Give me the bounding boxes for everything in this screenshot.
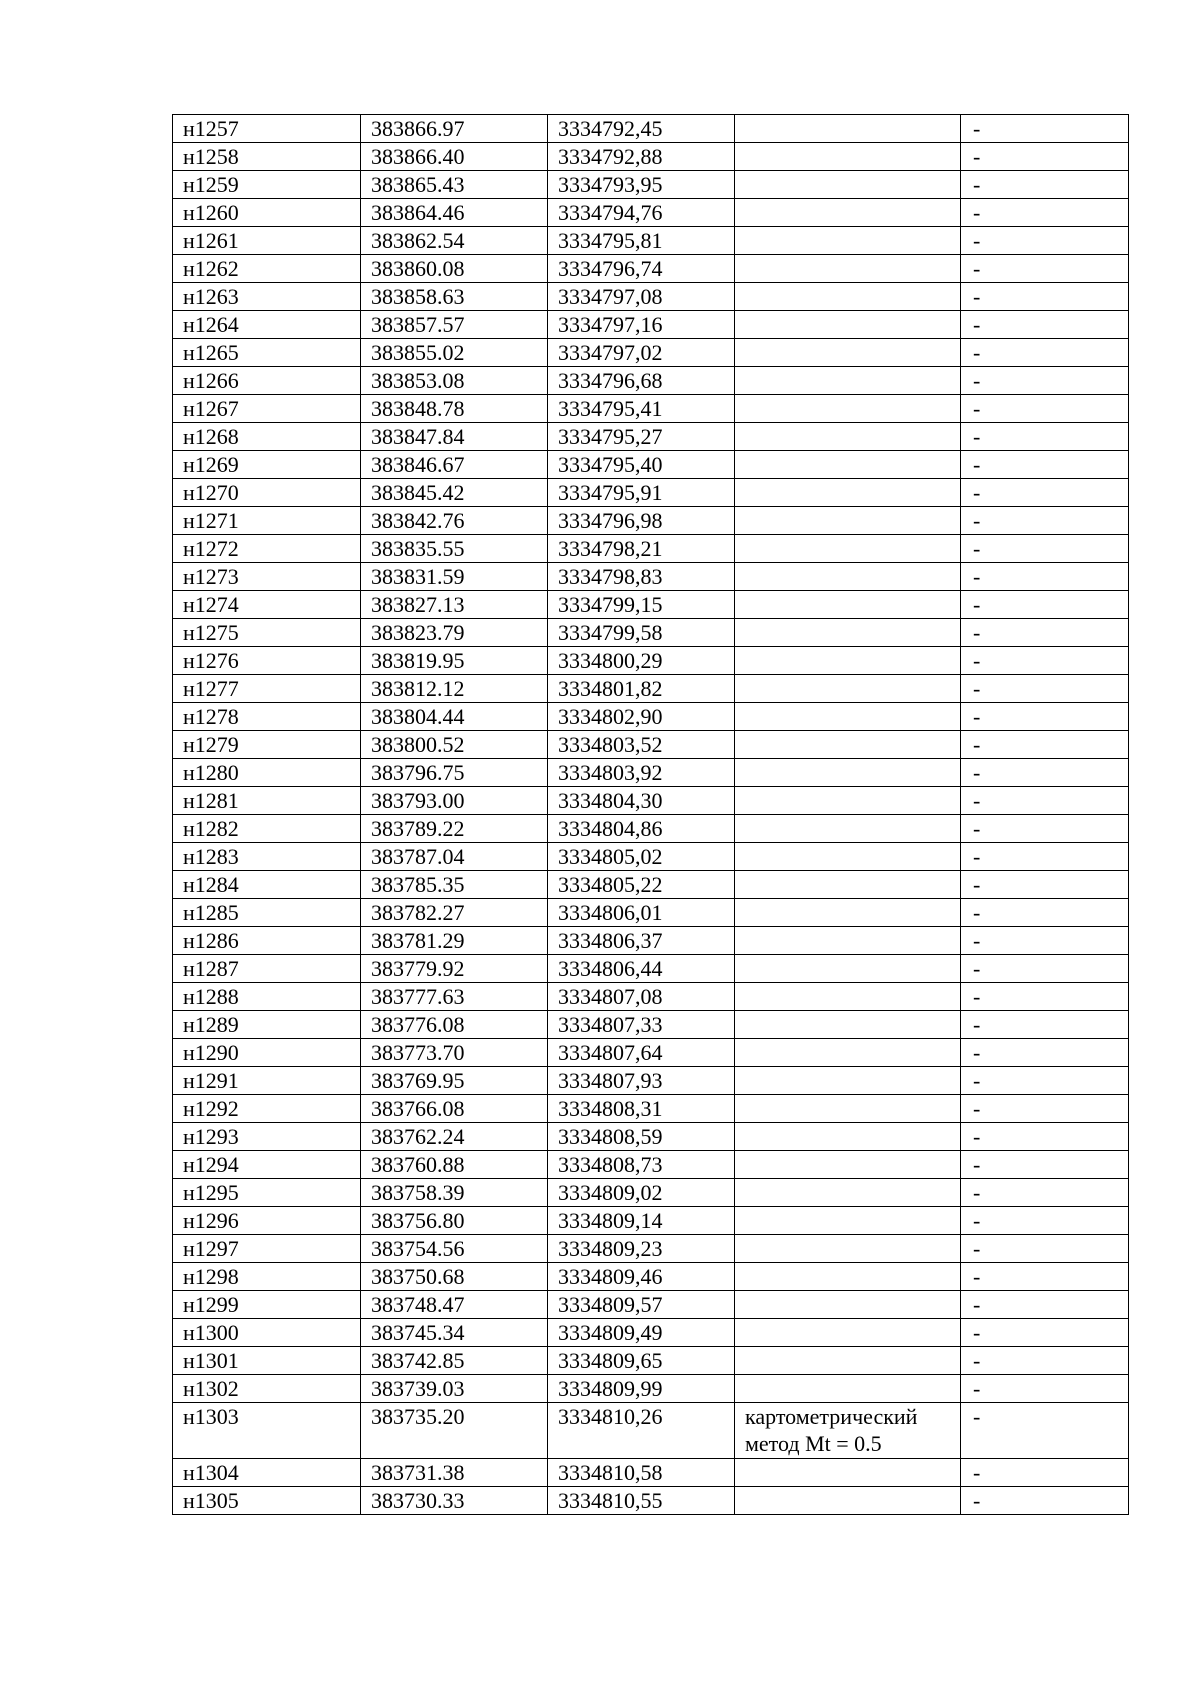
x-coordinate-cell: 383730.33 xyxy=(361,1487,548,1515)
x-coordinate-cell: 383793.00 xyxy=(361,787,548,815)
table-row xyxy=(173,1011,1129,1039)
y-coordinate-cell: 3334797,08 xyxy=(548,283,735,311)
y-coordinate-cell: 3334808,59 xyxy=(548,1123,735,1151)
note-cell: - xyxy=(961,647,1129,675)
x-coordinate-cell: 383860.08 xyxy=(361,255,548,283)
note-cell: - xyxy=(961,1403,1129,1459)
note-cell: - xyxy=(961,1123,1129,1151)
x-coordinate-cell: 383745.34 xyxy=(361,1319,548,1347)
x-coordinate-cell: 383789.22 xyxy=(361,815,548,843)
x-coordinate-cell: 383754.56 xyxy=(361,1235,548,1263)
x-coordinate-cell: 383735.20 xyxy=(361,1403,548,1459)
method-cell xyxy=(735,283,961,311)
point-id-cell: н1292 xyxy=(173,1095,361,1123)
table-row xyxy=(173,143,1129,171)
note-cell: - xyxy=(961,1067,1129,1095)
x-coordinate-cell: 383842.76 xyxy=(361,507,548,535)
table-row xyxy=(173,1151,1129,1179)
y-coordinate-cell: 3334810,55 xyxy=(548,1487,735,1515)
y-coordinate-cell: 3334800,29 xyxy=(548,647,735,675)
point-id-cell: н1288 xyxy=(173,983,361,1011)
note-cell: - xyxy=(961,171,1129,199)
y-coordinate-cell: 3334804,86 xyxy=(548,815,735,843)
method-cell xyxy=(735,1151,961,1179)
method-cell xyxy=(735,1207,961,1235)
table-row xyxy=(173,227,1129,255)
table-row xyxy=(173,1347,1129,1375)
note-cell: - xyxy=(961,1319,1129,1347)
y-coordinate-cell: 3334803,92 xyxy=(548,759,735,787)
x-coordinate-cell: 383756.80 xyxy=(361,1207,548,1235)
method-cell xyxy=(735,1487,961,1515)
y-coordinate-cell: 3334794,76 xyxy=(548,199,735,227)
x-coordinate-cell: 383847.84 xyxy=(361,423,548,451)
table-row xyxy=(173,759,1129,787)
point-id-cell: н1290 xyxy=(173,1039,361,1067)
note-cell: - xyxy=(961,1375,1129,1403)
note-cell: - xyxy=(961,1179,1129,1207)
y-coordinate-cell: 3334808,73 xyxy=(548,1151,735,1179)
table-row xyxy=(173,647,1129,675)
note-cell: - xyxy=(961,675,1129,703)
y-coordinate-cell: 3334799,15 xyxy=(548,591,735,619)
note-cell: - xyxy=(961,1151,1129,1179)
table-row xyxy=(173,955,1129,983)
table-row xyxy=(173,1375,1129,1403)
point-id-cell: н1265 xyxy=(173,339,361,367)
note-cell: - xyxy=(961,1011,1129,1039)
point-id-cell: н1278 xyxy=(173,703,361,731)
y-coordinate-cell: 3334795,91 xyxy=(548,479,735,507)
method-cell xyxy=(735,171,961,199)
table-row xyxy=(173,815,1129,843)
y-coordinate-cell: 3334805,22 xyxy=(548,871,735,899)
table-row xyxy=(173,1319,1129,1347)
y-coordinate-cell: 3334809,02 xyxy=(548,1179,735,1207)
note-cell: - xyxy=(961,1263,1129,1291)
x-coordinate-cell: 383848.78 xyxy=(361,395,548,423)
point-id-cell: н1281 xyxy=(173,787,361,815)
y-coordinate-cell: 3334807,33 xyxy=(548,1011,735,1039)
point-id-cell: н1299 xyxy=(173,1291,361,1319)
note-cell: - xyxy=(961,843,1129,871)
point-id-cell: н1261 xyxy=(173,227,361,255)
table-row xyxy=(173,899,1129,927)
method-cell xyxy=(735,535,961,563)
y-coordinate-cell: 3334806,37 xyxy=(548,927,735,955)
method-cell xyxy=(735,843,961,871)
x-coordinate-cell: 383804.44 xyxy=(361,703,548,731)
note-cell: - xyxy=(961,1291,1129,1319)
y-coordinate-cell: 3334798,21 xyxy=(548,535,735,563)
y-coordinate-cell: 3334807,64 xyxy=(548,1039,735,1067)
method-cell xyxy=(735,311,961,339)
method-cell xyxy=(735,955,961,983)
method-cell xyxy=(735,675,961,703)
y-coordinate-cell: 3334809,65 xyxy=(548,1347,735,1375)
y-coordinate-cell: 3334809,46 xyxy=(548,1263,735,1291)
point-id-cell: н1294 xyxy=(173,1151,361,1179)
note-cell: - xyxy=(961,815,1129,843)
table-row xyxy=(173,1235,1129,1263)
x-coordinate-cell: 383831.59 xyxy=(361,563,548,591)
method-cell xyxy=(735,1039,961,1067)
y-coordinate-cell: 3334801,82 xyxy=(548,675,735,703)
table-row xyxy=(173,451,1129,479)
point-id-cell: н1304 xyxy=(173,1459,361,1487)
note-cell: - xyxy=(961,479,1129,507)
table-row xyxy=(173,1095,1129,1123)
x-coordinate-cell: 383823.79 xyxy=(361,619,548,647)
method-cell xyxy=(735,227,961,255)
y-coordinate-cell: 3334796,68 xyxy=(548,367,735,395)
note-cell: - xyxy=(961,591,1129,619)
y-coordinate-cell: 3334795,81 xyxy=(548,227,735,255)
method-cell xyxy=(735,759,961,787)
x-coordinate-cell: 383777.63 xyxy=(361,983,548,1011)
table-row xyxy=(173,1179,1129,1207)
coordinates-table-body xyxy=(173,115,1129,1515)
table-row xyxy=(173,339,1129,367)
y-coordinate-cell: 3334806,44 xyxy=(548,955,735,983)
point-id-cell: н1282 xyxy=(173,815,361,843)
table-row xyxy=(173,1459,1129,1487)
note-cell: - xyxy=(961,255,1129,283)
point-id-cell: н1303 xyxy=(173,1403,361,1459)
x-coordinate-cell: 383781.29 xyxy=(361,927,548,955)
point-id-cell: н1258 xyxy=(173,143,361,171)
note-cell: - xyxy=(961,367,1129,395)
y-coordinate-cell: 3334802,90 xyxy=(548,703,735,731)
point-id-cell: н1283 xyxy=(173,843,361,871)
y-coordinate-cell: 3334796,74 xyxy=(548,255,735,283)
method-cell xyxy=(735,591,961,619)
point-id-cell: н1274 xyxy=(173,591,361,619)
point-id-cell: н1257 xyxy=(173,115,361,143)
point-id-cell: н1260 xyxy=(173,199,361,227)
note-cell: - xyxy=(961,731,1129,759)
note-cell: - xyxy=(961,1095,1129,1123)
x-coordinate-cell: 383865.43 xyxy=(361,171,548,199)
point-id-cell: н1295 xyxy=(173,1179,361,1207)
method-cell xyxy=(735,395,961,423)
x-coordinate-cell: 383750.68 xyxy=(361,1263,548,1291)
point-id-cell: н1264 xyxy=(173,311,361,339)
method-cell xyxy=(735,871,961,899)
table-row xyxy=(173,1403,1129,1459)
note-cell: - xyxy=(961,1039,1129,1067)
y-coordinate-cell: 3334792,45 xyxy=(548,115,735,143)
note-cell: - xyxy=(961,563,1129,591)
y-coordinate-cell: 3334809,14 xyxy=(548,1207,735,1235)
note-cell: - xyxy=(961,423,1129,451)
y-coordinate-cell: 3334804,30 xyxy=(548,787,735,815)
y-coordinate-cell: 3334807,08 xyxy=(548,983,735,1011)
method-cell xyxy=(735,1123,961,1151)
x-coordinate-cell: 383758.39 xyxy=(361,1179,548,1207)
point-id-cell: н1305 xyxy=(173,1487,361,1515)
point-id-cell: н1293 xyxy=(173,1123,361,1151)
method-cell xyxy=(735,451,961,479)
table-row xyxy=(173,1039,1129,1067)
note-cell: - xyxy=(961,283,1129,311)
point-id-cell: н1285 xyxy=(173,899,361,927)
note-cell: - xyxy=(961,115,1129,143)
y-coordinate-cell: 3334795,40 xyxy=(548,451,735,479)
table-row xyxy=(173,591,1129,619)
method-cell xyxy=(735,1375,961,1403)
y-coordinate-cell: 3334797,02 xyxy=(548,339,735,367)
note-cell: - xyxy=(961,507,1129,535)
method-cell xyxy=(735,479,961,507)
table-row xyxy=(173,535,1129,563)
note-cell: - xyxy=(961,871,1129,899)
note-cell: - xyxy=(961,1235,1129,1263)
y-coordinate-cell: 3334807,93 xyxy=(548,1067,735,1095)
note-cell: - xyxy=(961,311,1129,339)
y-coordinate-cell: 3334792,88 xyxy=(548,143,735,171)
y-coordinate-cell: 3334793,95 xyxy=(548,171,735,199)
point-id-cell: н1287 xyxy=(173,955,361,983)
table-row xyxy=(173,871,1129,899)
point-id-cell: н1291 xyxy=(173,1067,361,1095)
table-row xyxy=(173,619,1129,647)
note-cell: - xyxy=(961,1487,1129,1515)
note-cell: - xyxy=(961,451,1129,479)
method-cell xyxy=(735,731,961,759)
method-cell xyxy=(735,143,961,171)
table-row xyxy=(173,479,1129,507)
x-coordinate-cell: 383846.67 xyxy=(361,451,548,479)
note-cell: - xyxy=(961,535,1129,563)
y-coordinate-cell: 3334795,41 xyxy=(548,395,735,423)
y-coordinate-cell: 3334809,99 xyxy=(548,1375,735,1403)
method-cell xyxy=(735,619,961,647)
x-coordinate-cell: 383819.95 xyxy=(361,647,548,675)
point-id-cell: н1289 xyxy=(173,1011,361,1039)
note-cell: - xyxy=(961,227,1129,255)
point-id-cell: н1297 xyxy=(173,1235,361,1263)
note-cell: - xyxy=(961,1207,1129,1235)
method-cell xyxy=(735,1067,961,1095)
point-id-cell: н1259 xyxy=(173,171,361,199)
y-coordinate-cell: 3334809,49 xyxy=(548,1319,735,1347)
table-row xyxy=(173,283,1129,311)
y-coordinate-cell: 3334795,27 xyxy=(548,423,735,451)
y-coordinate-cell: 3334810,58 xyxy=(548,1459,735,1487)
method-cell xyxy=(735,255,961,283)
x-coordinate-cell: 383731.38 xyxy=(361,1459,548,1487)
x-coordinate-cell: 383835.55 xyxy=(361,535,548,563)
point-id-cell: н1270 xyxy=(173,479,361,507)
method-cell xyxy=(735,1347,961,1375)
x-coordinate-cell: 383845.42 xyxy=(361,479,548,507)
x-coordinate-cell: 383782.27 xyxy=(361,899,548,927)
method-cell xyxy=(735,1011,961,1039)
x-coordinate-cell: 383748.47 xyxy=(361,1291,548,1319)
method-cell xyxy=(735,1095,961,1123)
x-coordinate-cell: 383827.13 xyxy=(361,591,548,619)
x-coordinate-cell: 383742.85 xyxy=(361,1347,548,1375)
method-cell xyxy=(735,787,961,815)
note-cell: - xyxy=(961,983,1129,1011)
table-row xyxy=(173,787,1129,815)
note-cell: - xyxy=(961,1459,1129,1487)
y-coordinate-cell: 3334796,98 xyxy=(548,507,735,535)
table-row xyxy=(173,1207,1129,1235)
table-row xyxy=(173,423,1129,451)
method-cell xyxy=(735,339,961,367)
method-cell xyxy=(735,899,961,927)
x-coordinate-cell: 383776.08 xyxy=(361,1011,548,1039)
y-coordinate-cell: 3334809,57 xyxy=(548,1291,735,1319)
y-coordinate-cell: 3334809,23 xyxy=(548,1235,735,1263)
point-id-cell: н1267 xyxy=(173,395,361,423)
table-row xyxy=(173,507,1129,535)
x-coordinate-cell: 383812.12 xyxy=(361,675,548,703)
table-row xyxy=(173,311,1129,339)
table-row xyxy=(173,1067,1129,1095)
point-id-cell: н1276 xyxy=(173,647,361,675)
note-cell: - xyxy=(961,955,1129,983)
note-cell: - xyxy=(961,899,1129,927)
coordinates-table xyxy=(172,114,1129,1515)
table-row xyxy=(173,171,1129,199)
x-coordinate-cell: 383787.04 xyxy=(361,843,548,871)
x-coordinate-cell: 383779.92 xyxy=(361,955,548,983)
table-row xyxy=(173,703,1129,731)
point-id-cell: н1275 xyxy=(173,619,361,647)
point-id-cell: н1269 xyxy=(173,451,361,479)
x-coordinate-cell: 383864.46 xyxy=(361,199,548,227)
method-cell xyxy=(735,927,961,955)
method-cell xyxy=(735,1235,961,1263)
point-id-cell: н1263 xyxy=(173,283,361,311)
x-coordinate-cell: 383857.57 xyxy=(361,311,548,339)
x-coordinate-cell: 383853.08 xyxy=(361,367,548,395)
table-row xyxy=(173,675,1129,703)
point-id-cell: н1302 xyxy=(173,1375,361,1403)
x-coordinate-cell: 383766.08 xyxy=(361,1095,548,1123)
method-cell xyxy=(735,815,961,843)
y-coordinate-cell: 3334803,52 xyxy=(548,731,735,759)
x-coordinate-cell: 383760.88 xyxy=(361,1151,548,1179)
x-coordinate-cell: 383739.03 xyxy=(361,1375,548,1403)
table-row xyxy=(173,199,1129,227)
method-cell xyxy=(735,983,961,1011)
point-id-cell: н1286 xyxy=(173,927,361,955)
table-row xyxy=(173,1291,1129,1319)
table-row xyxy=(173,731,1129,759)
x-coordinate-cell: 383862.54 xyxy=(361,227,548,255)
point-id-cell: н1296 xyxy=(173,1207,361,1235)
method-cell xyxy=(735,563,961,591)
note-cell: - xyxy=(961,759,1129,787)
point-id-cell: н1300 xyxy=(173,1319,361,1347)
point-id-cell: н1271 xyxy=(173,507,361,535)
x-coordinate-cell: 383785.35 xyxy=(361,871,548,899)
y-coordinate-cell: 3334797,16 xyxy=(548,311,735,339)
x-coordinate-cell: 383800.52 xyxy=(361,731,548,759)
method-cell xyxy=(735,423,961,451)
note-cell: - xyxy=(961,395,1129,423)
point-id-cell: н1277 xyxy=(173,675,361,703)
table-row xyxy=(173,255,1129,283)
note-cell: - xyxy=(961,1347,1129,1375)
method-cell xyxy=(735,115,961,143)
y-coordinate-cell: 3334810,26 xyxy=(548,1403,735,1459)
y-coordinate-cell: 3334808,31 xyxy=(548,1095,735,1123)
method-cell xyxy=(735,507,961,535)
y-coordinate-cell: 3334799,58 xyxy=(548,619,735,647)
point-id-cell: н1298 xyxy=(173,1263,361,1291)
method-cell xyxy=(735,703,961,731)
table-row xyxy=(173,367,1129,395)
method-cell xyxy=(735,1291,961,1319)
y-coordinate-cell: 3334806,01 xyxy=(548,899,735,927)
x-coordinate-cell: 383858.63 xyxy=(361,283,548,311)
table-row xyxy=(173,843,1129,871)
x-coordinate-cell: 383773.70 xyxy=(361,1039,548,1067)
table-row xyxy=(173,1123,1129,1151)
note-cell: - xyxy=(961,199,1129,227)
x-coordinate-cell: 383866.97 xyxy=(361,115,548,143)
method-cell xyxy=(735,367,961,395)
x-coordinate-cell: 383796.75 xyxy=(361,759,548,787)
point-id-cell: н1273 xyxy=(173,563,361,591)
x-coordinate-cell: 383762.24 xyxy=(361,1123,548,1151)
point-id-cell: н1284 xyxy=(173,871,361,899)
method-cell xyxy=(735,1179,961,1207)
note-cell: - xyxy=(961,703,1129,731)
note-cell: - xyxy=(961,927,1129,955)
y-coordinate-cell: 3334805,02 xyxy=(548,843,735,871)
point-id-cell: н1279 xyxy=(173,731,361,759)
method-cell xyxy=(735,1263,961,1291)
point-id-cell: н1280 xyxy=(173,759,361,787)
note-cell: - xyxy=(961,787,1129,815)
table-row xyxy=(173,115,1129,143)
x-coordinate-cell: 383866.40 xyxy=(361,143,548,171)
point-id-cell: н1266 xyxy=(173,367,361,395)
table-row xyxy=(173,563,1129,591)
x-coordinate-cell: 383855.02 xyxy=(361,339,548,367)
point-id-cell: н1301 xyxy=(173,1347,361,1375)
point-id-cell: н1272 xyxy=(173,535,361,563)
table-row xyxy=(173,395,1129,423)
note-cell: - xyxy=(961,619,1129,647)
method-cell xyxy=(735,1459,961,1487)
method-cell xyxy=(735,199,961,227)
method-cell xyxy=(735,1319,961,1347)
method-cell xyxy=(735,647,961,675)
table-row xyxy=(173,927,1129,955)
point-id-cell: н1262 xyxy=(173,255,361,283)
table-row xyxy=(173,1487,1129,1515)
table-row xyxy=(173,1263,1129,1291)
x-coordinate-cell: 383769.95 xyxy=(361,1067,548,1095)
method-cell: картометрический метод Mt = 0.5 xyxy=(735,1403,961,1459)
note-cell: - xyxy=(961,143,1129,171)
note-cell: - xyxy=(961,339,1129,367)
y-coordinate-cell: 3334798,83 xyxy=(548,563,735,591)
table-row xyxy=(173,983,1129,1011)
point-id-cell: н1268 xyxy=(173,423,361,451)
